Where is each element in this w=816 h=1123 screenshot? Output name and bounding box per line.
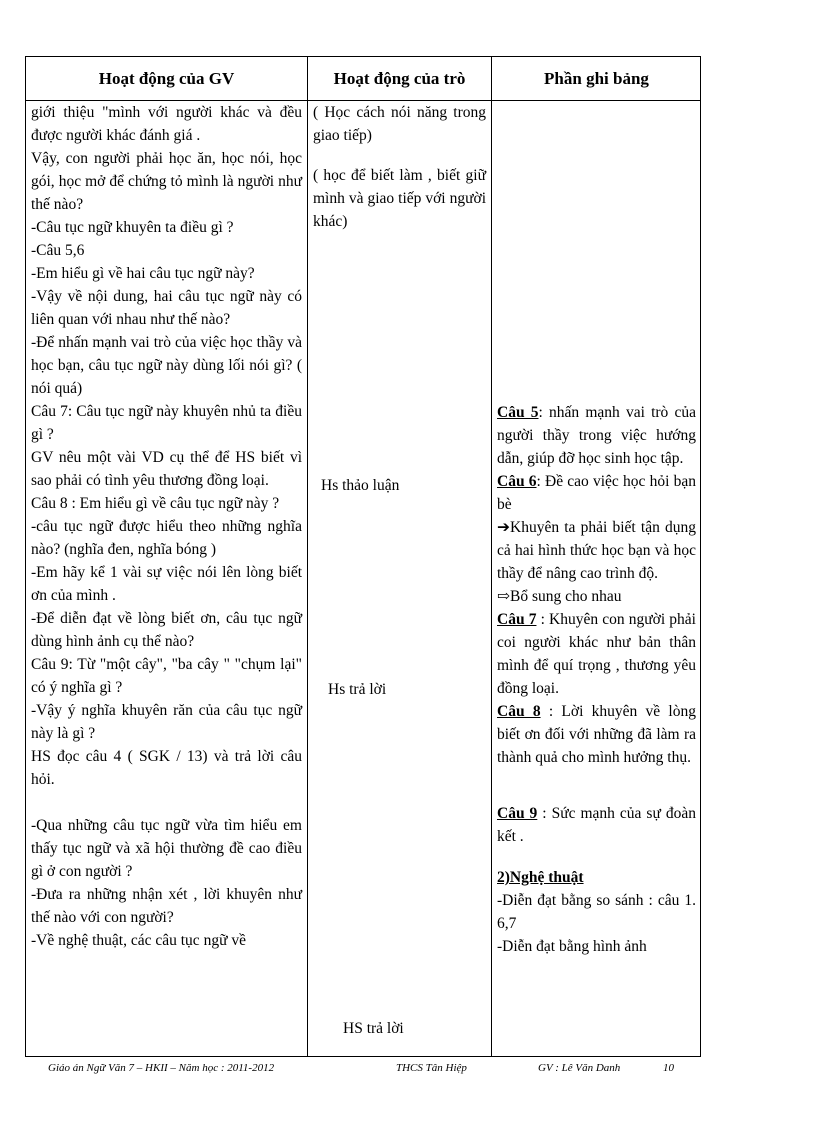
cau6-note [497, 470, 696, 516]
spacer [497, 769, 696, 792]
header-ghibang: Phần ghi bảng [544, 68, 649, 88]
art-note-2: -Diễn đạt bằng hình ảnh [497, 938, 647, 955]
header-gv: Hoạt động của GV [98, 68, 235, 88]
gv-line: HS đọc câu 4 ( SGK / 13) và trả lời câu hỏi. [31, 748, 302, 788]
gv-line: -Về nghệ thuật, các câu tục ngữ về [31, 932, 246, 949]
gv-line: -Câu 5,6 [31, 242, 85, 259]
cau6-conclusion [497, 585, 696, 608]
gv-line: -câu tục ngữ được hiểu theo những nghĩa nào? (nghĩa đen, nghĩa bóng ) [31, 518, 302, 558]
gv-line: -Em hãy kể 1 vài sự việc nói lên lòng biết ơn của mình . [31, 564, 302, 604]
spacer [497, 848, 696, 866]
cau6-arrow-note [497, 516, 696, 585]
spacer [497, 792, 696, 802]
gv-line: Câu 8 : Em hiểu gì về câu tục ngữ này ? [31, 495, 280, 512]
gv-line: Câu 9: Từ "một cây", "ba cây " "chụm lại" có ý nghĩa gì ? [31, 656, 302, 696]
footer-left: Giáo án Ngữ Văn 7 – HKII – Năm học : 2011-2012 [48, 1062, 275, 1074]
cau8-note [497, 700, 696, 769]
tro-answer: ( Học cách nói năng trong giao tiếp) [313, 104, 486, 144]
cau6-text: : Đề cao việc học hỏi bạn bè [497, 473, 696, 513]
gv-line: giới thiệu "mình với người khác và đều được người khác đánh giá . [31, 104, 302, 144]
tro-answer: HS trả lời [343, 1020, 404, 1037]
tro-answer: Hs trả lời [328, 681, 387, 698]
ghibang-content [497, 401, 696, 958]
right-arrow-icon: ➔ [497, 519, 510, 536]
spacer [313, 147, 486, 164]
art-note-1: -Diễn đạt bằng so sánh : câu 1. 6,7 [497, 892, 696, 932]
cau6-conclusion-text: Bổ sung cho nhau [510, 588, 622, 605]
section-title [497, 866, 696, 889]
gv-line: -Vậy về nội dung, hai câu tục ngữ này có liên quan với nhau như thế nào? [31, 288, 302, 328]
cau7-text: : Khuyên con người phải coi người khác như bản thân mình để quí trọng , thương yêu đồng loại. [497, 611, 696, 697]
cau5-label: Câu 5 [497, 404, 539, 421]
gv-line: -Đưa ra những nhận xét , lời khuyên như thế nào với con người? [31, 886, 302, 926]
gv-line: -Qua những câu tục ngữ vừa tìm hiểu em thấy tục ngữ và xã hội thường đề cao điều gì ở con người ? [31, 817, 302, 880]
cau9-text: : Sức mạnh của sự đoàn kết . [497, 805, 696, 845]
section-title-text: 2)Nghệ thuật [497, 869, 584, 886]
hollow-right-arrow-icon: ⇨ [497, 588, 510, 605]
gv-line: -Để diễn đạt về lòng biết ơn, câu tục ngữ dùng hình ảnh cụ thể nào? [31, 610, 302, 650]
cau9-note [497, 802, 696, 848]
tro-answer: ( học để biết làm , biết giữ mình và giao tiếp với người khác) [313, 167, 486, 230]
page-number: 10 [663, 1062, 674, 1074]
spacer [31, 791, 302, 814]
cau8-label: Câu 8 [497, 703, 541, 720]
cau7-label: Câu 7 [497, 611, 537, 628]
ghibang-column [492, 101, 701, 1056]
cau6-label: Câu 6 [497, 473, 537, 490]
gv-line: GV nêu một vài VD cụ thể để HS biết vì sao phải có tình yêu thương đồng loại. [31, 449, 302, 489]
gv-line: -Để nhấn mạnh vai trò của việc học thầy và học bạn, câu tục ngữ này dùng lối nói gì? ( nói quá) [31, 334, 302, 397]
tro-answer: Hs thảo luận [321, 477, 400, 494]
header-tro: Hoạt động của trò [333, 68, 466, 88]
gv-line: Vậy, con người phải học ăn, học nói, học gói, học mở để chứng tỏ mình là người như thế nào? [31, 150, 302, 213]
gv-line: Câu 7: Câu tục ngữ này khuyên nhủ ta điều gì ? [31, 403, 302, 443]
gv-column [26, 101, 307, 1056]
cau6-arrow-text: Khuyên ta phải biết tận dụng cả hai hình thức học bạn và học thầy để nâng cao trình độ. [497, 519, 696, 582]
cau8-text: : Lời khuyên về lòng biết ơn đối với những đã làm ra thành quả cho mình hưởng thụ. [497, 703, 696, 766]
footer-right: GV : Lê Văn Danh [538, 1062, 621, 1074]
gv-line: -Vậy ý nghĩa khuyên răn của câu tục ngữ này là gì ? [31, 702, 302, 742]
cau5-note [497, 401, 696, 470]
gv-line: -Câu tục ngữ khuyên ta điều gì ? [31, 219, 234, 236]
tro-column [308, 101, 491, 1056]
cau9-label: Câu 9 [497, 805, 538, 822]
lesson-table [25, 56, 701, 1057]
gv-line: -Em hiểu gì về hai câu tục ngữ này? [31, 265, 255, 282]
footer-center: THCS Tân Hiệp [396, 1062, 467, 1074]
cau5-text: : nhấn mạnh vai trò của người thầy trong việc hướng dẫn, giúp đỡ học sinh học tập. [497, 404, 696, 467]
cau7-note [497, 608, 696, 700]
